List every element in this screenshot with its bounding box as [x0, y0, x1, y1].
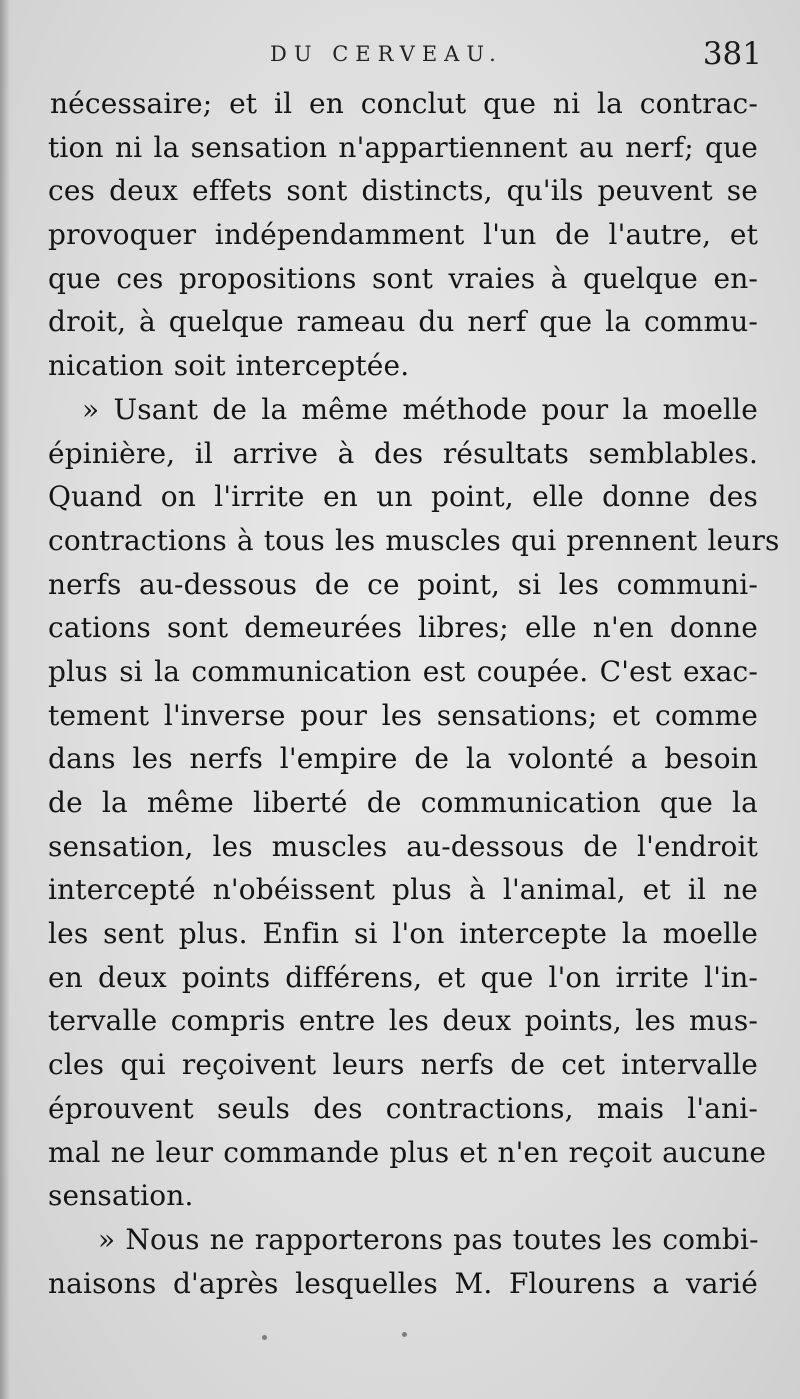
page-number: 381 [702, 36, 762, 72]
scan-edge-shadow [0, 0, 10, 1399]
text-line: mal ne leur commande plus et n'en reçoit aucune [48, 1135, 767, 1169]
text-line: provoquer indépendamment l'un de l'autre, et [48, 218, 758, 252]
text-line: nication soit interceptée. [48, 349, 410, 383]
text-line: ces deux effets sont distincts, qu'ils peuvent se [48, 174, 758, 208]
running-title: DU CERVEAU. [270, 42, 503, 66]
text-line: nécessaire; et il en conclut que ni la contrac- [50, 87, 758, 120]
text-line: droit, à quelque rameau du nerf que la commu- [48, 305, 758, 339]
text-line: sensation. [48, 1179, 194, 1213]
text-line: plus si la communication est coupée. C'est exac- [48, 654, 758, 688]
text-line: dans les nerfs l'empire de la volonté a besoin [48, 742, 758, 776]
text-line: intercepté n'obéissent plus à l'animal, et il ne [48, 873, 758, 907]
text-line: nerfs au-dessous de ce point, si les communi- [48, 567, 758, 601]
body-text [48, 82, 780, 1305]
text-line: éprouvent seuls des contractions, mais l'ani- [48, 1091, 758, 1125]
text-line: tervalle compris entre les deux points, les mus- [48, 1004, 758, 1038]
paragraph-start-line: » Nous ne rapporterons pas toutes les combi- [98, 1222, 759, 1256]
text-line: Quand on l'irrite en un point, elle donne des [48, 480, 758, 514]
text-line: épinière, il arrive à des résultats semblables. [48, 436, 758, 470]
text-line: de la même liberté de communication que la [48, 786, 758, 819]
text-line: les sent plus. Enfin si l'on intercepte la moelle [48, 917, 758, 951]
paragraph-start-line: » Usant de la même méthode pour la moelle [82, 392, 758, 426]
print-speck [402, 1332, 407, 1337]
text-line: tement l'inverse pour les sensations; et comme [48, 698, 758, 732]
text-line: cles qui reçoivent leurs nerfs de cet intervalle [48, 1048, 758, 1082]
text-line: en deux points différens, et que l'on irrite l'in- [48, 960, 758, 994]
text-line: tion ni la sensation n'appartiennent au nerf; que [48, 130, 758, 164]
text-line: que ces propositions sont vraies à quelque en- [48, 261, 758, 295]
text-line: sensation, les muscles au-dessous de l'endroit [48, 829, 758, 863]
text-line: naisons d'après lesquelles M. Flourens a varié [48, 1266, 758, 1300]
text-line: cations sont demeurées libres; elle n'en donne [48, 611, 758, 645]
text-line: contractions à tous les muscles qui prennent leurs [48, 523, 780, 557]
print-speck [262, 1335, 267, 1340]
